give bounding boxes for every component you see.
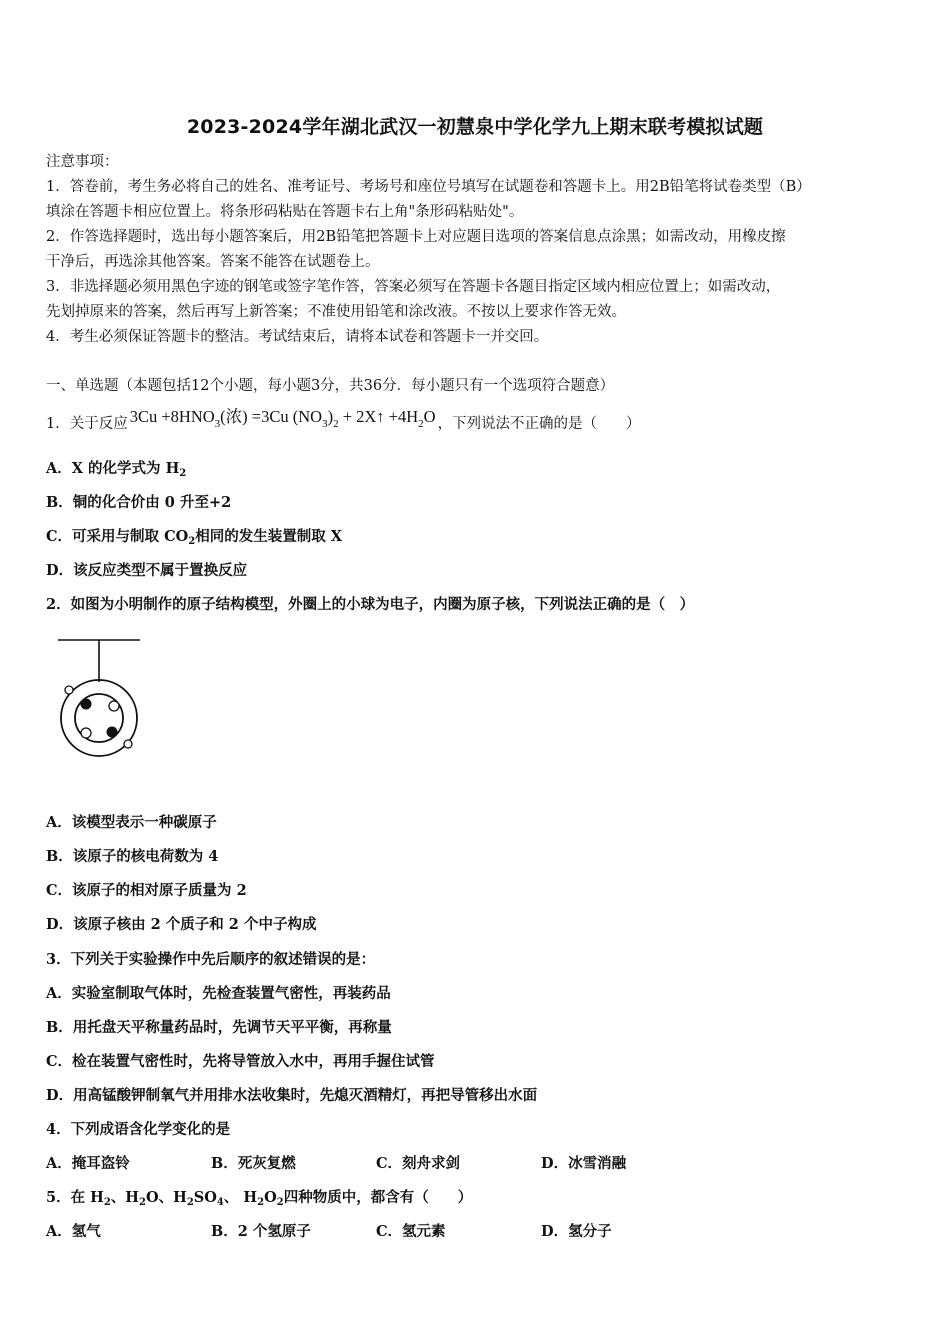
notice-line-3: 2．作答选择题时，选出每小题答案后，用2B铅笔把答题卡上对应题目选项的答案信息点涂黑；如需改动，用橡皮擦	[46, 229, 786, 245]
q1-a-text: A．X 的化学式为 H	[46, 460, 180, 477]
q1-suffix: ，下列说法不正确的是（ ）	[437, 416, 641, 432]
q3-option-b: B．用托盘天平称量药品时，先调节天平平衡，再称量	[46, 1019, 392, 1036]
notice-line-6: 先划掉原来的答案，然后再写上新答案；不准使用铅笔和涂改液。不按以上要求作答无效。	[46, 304, 626, 320]
question-1-stem	[46, 407, 641, 440]
q1-option-c	[46, 527, 342, 552]
notice-heading: 注意事项：	[46, 154, 119, 170]
q5-sub-5: 2	[257, 1197, 265, 1208]
q1-equation	[129, 407, 436, 430]
q1-a-sub: 2	[179, 468, 187, 479]
page-title: 2023-2024学年湖北武汉一初慧泉中学化学九上期末联考模拟试题	[186, 116, 764, 138]
notice-line-4: 干净后，再选涂其他答案。答案不能答在试题卷上。	[46, 254, 380, 270]
q5-part-3: O、H	[145, 1189, 187, 1206]
section-heading: 一、单选题（本题包括12个小题，每小题3分，共36分．每小题只有一个选项符合题意）	[46, 378, 615, 394]
q3-option-a: A．实验室制取气体时，先检查装置气密性，再装药品	[46, 985, 391, 1002]
q1-option-d: D．该反应类型不属于置换反应	[46, 562, 248, 579]
electron-2	[124, 740, 132, 748]
notice-line-2: 填涂在答题卡相应位置上。将条形码粘贴在答题卡右上角"条形码粘贴处"。	[46, 204, 524, 220]
eq-part-a: 3Cu +8HNO	[129, 407, 215, 426]
q1-prefix: 1．关于反应	[46, 416, 128, 432]
neutron-2	[81, 728, 91, 738]
q2-option-b: B．该原子的核电荷数为 4	[46, 848, 219, 865]
neutron-1	[109, 701, 119, 711]
q1-c-sub: 2	[188, 536, 196, 547]
proton-2	[107, 727, 118, 738]
q5-option-a: A．氢气	[46, 1223, 101, 1240]
eq-sub-b: 3	[322, 418, 328, 430]
q1-c-post: 相同的发生装置制取 X	[195, 528, 343, 545]
q5-part-5: 、 H	[223, 1189, 258, 1206]
q4-option-c: C．刻舟求剑	[376, 1155, 461, 1172]
q4-option-b: B．死灰复燃	[211, 1155, 296, 1172]
eq-part-b: (浓) =3Cu (NO	[220, 407, 323, 426]
q1-c-text: C．可采用与制取 CO	[46, 528, 189, 545]
q3-option-c: C．检在装置气密性时，先将导管放入水中，再用手握住试管	[46, 1053, 435, 1070]
atom-model-figure	[54, 636, 146, 760]
q5-part-6: O	[264, 1189, 277, 1206]
q5-part-2: 、H	[110, 1189, 140, 1206]
q4-option-d: D．冰雪消融	[541, 1155, 627, 1172]
electron-1	[65, 686, 73, 694]
q4-option-a: A．掩耳盗铃	[46, 1155, 130, 1172]
q5-option-d: D．氢分子	[541, 1223, 612, 1240]
q1-option-b: B．铜的化合价由 0 升至+2	[46, 494, 232, 511]
q5-sub-4: 4	[216, 1197, 224, 1208]
q2-option-d: D．该原子核由 2 个质子和 2 个中子构成	[46, 916, 317, 933]
proton-1	[81, 699, 92, 710]
eq-part-c: )	[327, 407, 334, 426]
question-5-stem	[46, 1188, 472, 1213]
q5-part-7: 四种物质中，都含有（ ）	[283, 1189, 473, 1206]
question-4-stem: 4．下列成语含化学变化的是	[46, 1121, 231, 1138]
q1-option-a	[46, 459, 186, 484]
notice-line-1: 1．答卷前，考生务必将自己的姓名、准考证号、考场号和座位号填写在试题卷和答题卡上。用2B铅笔将试卷类型（B）	[46, 179, 811, 195]
eq-sub-c: 2	[333, 418, 339, 430]
question-2-stem: 2．如图为小明制作的原子结构模型，外圈上的小球为电子，内圈为原子核，下列说法正确的是（ ）	[46, 596, 695, 613]
question-3-stem: 3．下列关于实验操作中先后顺序的叙述错误的是：	[46, 951, 376, 968]
eq-sub-a: 3	[214, 418, 221, 430]
q5-option-c: C．氢元素	[376, 1223, 446, 1240]
q5-sub-6: 2	[276, 1197, 284, 1208]
q5-sub-2: 2	[139, 1197, 146, 1208]
q3-option-d: D．用高锰酸钾制氧气并用排水法收集时，先熄灭酒精灯，再把导管移出水面	[46, 1087, 538, 1104]
q5-part-1: 5．在 H	[46, 1189, 104, 1206]
notice-line-5: 3．非选择题必须用黑色字迹的钢笔或签字笔作答，答案必须写在答题卡各题目指定区域内相应位置上；如需改动，	[46, 279, 781, 295]
eq-sub-d: 2	[418, 418, 424, 430]
q2-option-c: C．该原子的相对原子质量为 2	[46, 882, 247, 899]
q5-part-4: SO	[193, 1189, 217, 1206]
eq-part-e: O	[423, 407, 436, 426]
notice-line-7: 4．考生必须保证答题卡的整洁。考试结束后，请将本试卷和答题卡一并交回。	[46, 329, 549, 345]
q5-option-b: B．2 个氢原子	[211, 1223, 311, 1240]
eq-part-d: + 2X↑ +4H	[338, 407, 419, 426]
q5-sub-3: 2	[186, 1197, 194, 1208]
q5-sub-1: 2	[103, 1197, 111, 1208]
q2-option-a: A．该模型表示一种碳原子	[46, 814, 217, 831]
